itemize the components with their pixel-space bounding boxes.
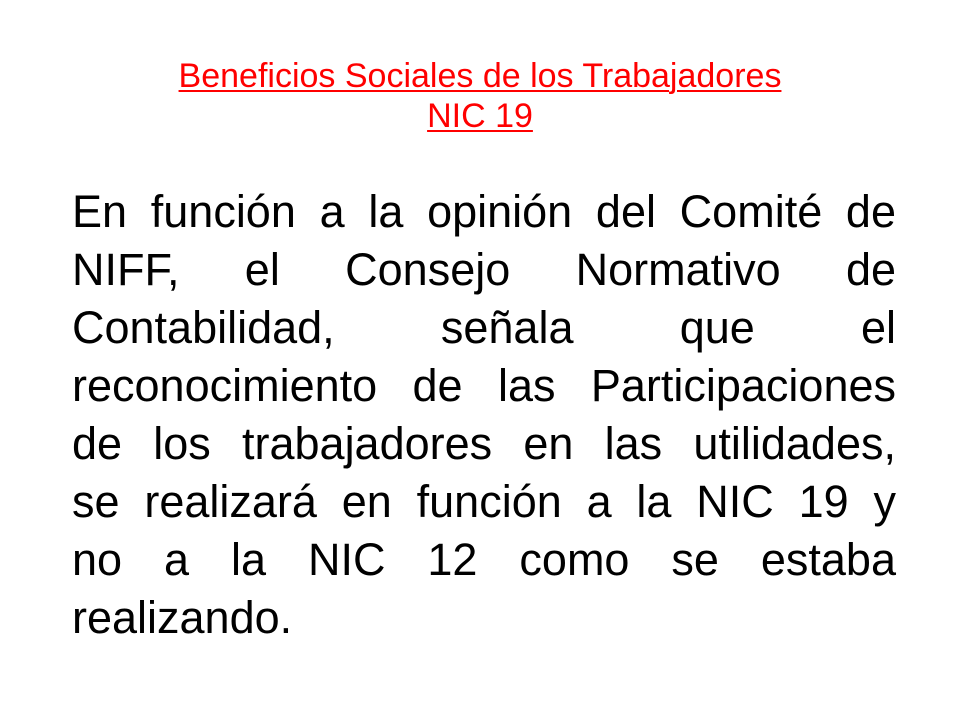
slide-body-text (72, 183, 896, 647)
body-line-7: no a la NIC 12 como se estaba (72, 534, 896, 585)
slide-title-line-1: Beneficios Sociales de los Trabajadores (178, 57, 782, 95)
body-line-4: reconocimiento de las Participaciones (72, 360, 896, 411)
body-line-5: de los trabajadores en las utilidades, (72, 418, 896, 469)
body-line-6: se realizará en función a la NIC 19 y (72, 476, 896, 527)
body-line-3: Contabilidad, señala que el (72, 302, 896, 353)
body-line-8: realizando. (72, 592, 293, 643)
body-line-2: NIFF, el Consejo Normativo de (72, 244, 896, 295)
body-line-1: En función a la opinión del Comité de (72, 186, 896, 237)
slide-title-line-2: NIC 19 (427, 97, 533, 135)
slide-title (60, 56, 900, 136)
